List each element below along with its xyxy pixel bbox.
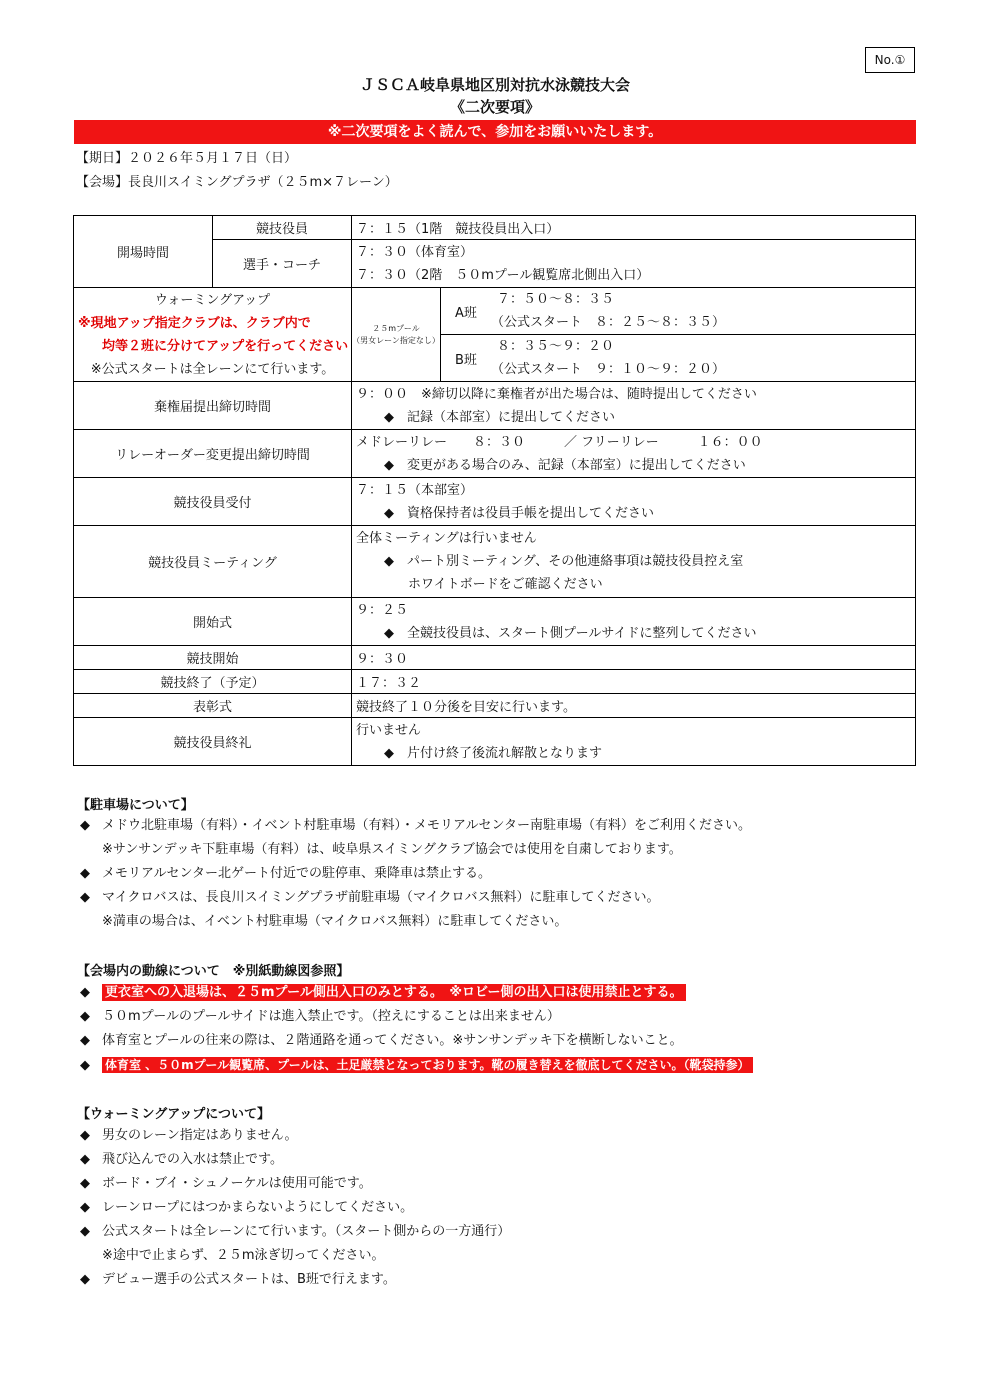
bullet-icon: ◆ bbox=[80, 1224, 90, 1239]
withdraw-time: ９：００ ※締切以降に棄権者が出た場合は、随時提出してください bbox=[356, 386, 757, 402]
warmup-line-6: ※途中で止まらず、２５m泳ぎ切ってください。 bbox=[102, 1248, 385, 1263]
opening-time: ９：２５ bbox=[356, 602, 409, 618]
group-a-cell bbox=[441, 288, 916, 335]
flow-line-2: ５０mプールのプールサイドは進入禁止です。（控えにすることは出来ません） bbox=[102, 1009, 560, 1024]
warmup-red-1: ※現地アップ指定クラブは、クラブ内で bbox=[78, 315, 311, 331]
date-line: 【期日】２０２６年５月１７日（日） bbox=[76, 151, 298, 166]
officials-time: ７：１５（1階 競技役員出入口） bbox=[352, 216, 916, 240]
table-row bbox=[74, 670, 916, 694]
bullet-icon: ◆ bbox=[384, 505, 394, 521]
parking-line-5: ※満車の場合は、イベント村駐車場（マイクロバス無料）に駐車してください。 bbox=[102, 914, 568, 929]
table-row bbox=[74, 646, 916, 670]
bullet-icon: ◆ bbox=[80, 1009, 90, 1024]
closing-note: 片付け終了後流れ解散となります bbox=[407, 745, 603, 761]
bullet-icon: ◆ bbox=[384, 409, 394, 425]
flow-line-4: 体育室 、５０mプール観覧席、プールは、土足厳禁となっております。靴の履き替えを徹底してください。（靴袋持参） bbox=[102, 1057, 753, 1073]
warmup-line-7: デビュー選手の公式スタートは、B班で行えます。 bbox=[102, 1272, 396, 1287]
relay-note: 変更がある場合のみ、記録（本部室）に提出してください bbox=[407, 457, 746, 473]
relay-time: メドレーリレー ８：３０ ／ フリーリレー １６：００ bbox=[356, 434, 763, 450]
parking-line-3: メモリアルセンター北ゲート付近での駐停車、乗降車は禁止する。 bbox=[102, 866, 491, 881]
end-time: １７：３２ bbox=[352, 670, 916, 694]
reception-note: 資格保持者は役員手帳を提出してください bbox=[407, 505, 655, 521]
open-time-label: 開場時間 bbox=[74, 216, 213, 288]
list-item bbox=[80, 862, 751, 886]
warmup-red-2: 均等２班に分けてアップを行ってください bbox=[102, 338, 349, 354]
parking-list bbox=[80, 814, 751, 934]
table-row bbox=[74, 478, 916, 526]
parking-line-4: マイクロバスは、長良川スイミングプラザ前駐車場（マイクロバス無料）に駐車してください。 bbox=[102, 890, 660, 905]
relay-label: リレーオーダー変更提出締切時間 bbox=[74, 430, 352, 478]
coach-time-1: ７：３０（体育室） bbox=[356, 244, 474, 260]
warmup-line-1: 男女のレーン指定はありません。 bbox=[102, 1128, 298, 1143]
list-item bbox=[80, 1196, 510, 1220]
list-item bbox=[80, 1244, 510, 1268]
bullet-icon: ◆ bbox=[80, 1200, 90, 1215]
group-a-time: ７：５０～８：３５ bbox=[497, 292, 615, 307]
meeting-line-3: ホワイトボードをご確認ください bbox=[408, 577, 603, 592]
bullet-icon: ◆ bbox=[384, 554, 394, 569]
pool-note bbox=[352, 288, 441, 382]
table-row bbox=[74, 216, 916, 240]
group-b-official: （公式スタート ９：１０～９：２０） bbox=[491, 362, 726, 377]
flow-title: 【会場内の動線について ※別紙動線図参照】 bbox=[77, 964, 350, 979]
flow-line-3: 体育室とプールの往来の際は、２階通路を通ってください。※サンサンデッキ下を横断しないこと。 bbox=[102, 1033, 683, 1048]
bullet-icon: ◆ bbox=[80, 1272, 90, 1287]
flow-line-1: 更衣室への入退場は、２５mプール側出入口のみとする。 ※ロビー側の出入口は使用禁止とする。 bbox=[102, 984, 686, 1001]
table-row bbox=[74, 694, 916, 718]
list-item bbox=[80, 1220, 510, 1244]
award-label: 表彰式 bbox=[74, 694, 352, 718]
list-item bbox=[80, 886, 751, 910]
table-row bbox=[74, 382, 916, 430]
document-title: ＪＳＣＡ岐阜県地区別対抗水泳競技大会 bbox=[359, 76, 630, 94]
group-b-label: B班 bbox=[455, 352, 477, 368]
bullet-icon: ◆ bbox=[80, 818, 90, 833]
group-a-label: A班 bbox=[455, 305, 477, 321]
closing-line-1: 行いません bbox=[356, 722, 422, 738]
bullet-icon: ◆ bbox=[80, 890, 90, 905]
meeting-line-1: 全体ミーティングは行いません bbox=[356, 531, 537, 546]
list-item bbox=[80, 981, 753, 1005]
page-number: No.① bbox=[865, 47, 915, 73]
warmup-line-4: レーンロープにはつかまらないようにしてください。 bbox=[102, 1200, 414, 1215]
pool-note-2: （男女レーン指定なし） bbox=[352, 335, 440, 345]
document-subtitle: 《二次要項》 bbox=[449, 98, 540, 116]
start-time: ９：３０ bbox=[352, 646, 916, 670]
list-item bbox=[80, 838, 751, 862]
list-item bbox=[80, 1172, 510, 1196]
list-item bbox=[80, 1005, 753, 1029]
bullet-icon: ◆ bbox=[80, 1033, 90, 1048]
warmup-line-5: 公式スタートは全レーンにて行います。（スタート側からの一方通行） bbox=[102, 1224, 511, 1239]
venue-line: 【会場】長良川スイミングプラザ（２５m×７レーン） bbox=[76, 175, 398, 190]
bullet-icon: ◆ bbox=[80, 866, 90, 881]
parking-line-2: ※サンサンデッキ下駐車場（有料）は、岐阜県スイミングクラブ協会では使用を自粛しております。 bbox=[102, 842, 682, 857]
warmup-list bbox=[80, 1124, 510, 1292]
bullet-icon: ◆ bbox=[80, 1176, 90, 1191]
table-row bbox=[74, 430, 916, 478]
withdraw-label: 棄権届提出締切時間 bbox=[74, 382, 352, 430]
list-item bbox=[80, 1268, 510, 1292]
closing-label: 競技役員終礼 bbox=[74, 718, 352, 766]
end-label: 競技終了（予定） bbox=[74, 670, 352, 694]
start-label: 競技開始 bbox=[74, 646, 352, 670]
bullet-icon: ◆ bbox=[384, 745, 394, 761]
bullet-icon: ◆ bbox=[80, 985, 90, 1000]
reception-label: 競技役員受付 bbox=[74, 478, 352, 526]
list-item bbox=[80, 1029, 753, 1053]
warmup-line-2: 飛び込んでの入水は禁止です。 bbox=[102, 1152, 283, 1167]
bullet-icon: ◆ bbox=[80, 1128, 90, 1143]
officials-label: 競技役員 bbox=[213, 216, 352, 240]
coach-time bbox=[352, 240, 916, 288]
award-text: 競技終了１０分後を目安に行います。 bbox=[352, 694, 916, 718]
table-row bbox=[74, 526, 916, 598]
parking-title: 【駐車場について】 bbox=[77, 798, 194, 813]
group-a-official: （公式スタート ８：２５～８：３５） bbox=[491, 315, 726, 330]
list-item bbox=[80, 1053, 753, 1077]
group-b-cell bbox=[441, 335, 916, 382]
bullet-icon: ◆ bbox=[80, 1152, 90, 1167]
schedule-table bbox=[73, 215, 916, 766]
bullet-icon: ◆ bbox=[80, 1058, 90, 1073]
flow-list bbox=[80, 981, 753, 1077]
coach-time-2: ７：３０（2階 ５０mプール観覧席北側出入口） bbox=[356, 267, 650, 283]
warmup-line-3: ボード・ブイ・シュノーケルは使用可能です。 bbox=[102, 1176, 372, 1191]
meeting-label: 競技役員ミーティング bbox=[74, 526, 352, 598]
warmup-note: ※公式スタートは全レーンにて行います。 bbox=[90, 361, 335, 377]
meeting-line-2: パート別ミーティング、その他連絡事項は競技役員控え室 bbox=[407, 554, 744, 569]
bullet-icon: ◆ bbox=[384, 625, 394, 641]
withdraw-note: 記録（本部室）に提出してください bbox=[407, 409, 616, 425]
opening-note: 全競技役員は、スタート側プールサイドに整列してください bbox=[407, 625, 757, 641]
table-row bbox=[74, 718, 916, 766]
bullet-icon: ◆ bbox=[384, 457, 394, 473]
list-item bbox=[80, 910, 751, 934]
warmup-cell bbox=[74, 288, 352, 382]
list-item bbox=[80, 814, 751, 838]
opening-label: 開始式 bbox=[74, 598, 352, 646]
coach-label: 選手・コーチ bbox=[213, 240, 352, 288]
list-item bbox=[80, 1148, 510, 1172]
reception-time: ７：１５（本部室） bbox=[356, 482, 474, 498]
notice-banner: ※二次要項をよく読んで、参加をお願いいたします。 bbox=[74, 120, 916, 144]
warmup-title: 【ウォーミングアップについて】 bbox=[77, 1107, 271, 1122]
list-item bbox=[80, 1124, 510, 1148]
pool-note-1: ２５mプール bbox=[372, 323, 420, 333]
warmup-label: ウォーミングアップ bbox=[154, 292, 271, 308]
parking-line-1: メドウ北駐車場（有料）・イベント村駐車場（有料）・メモリアルセンター南駐車場（有料）をご利用ください。 bbox=[102, 818, 751, 833]
table-row bbox=[74, 598, 916, 646]
table-row bbox=[74, 288, 916, 335]
group-b-time: ８：３５～９：２０ bbox=[497, 339, 615, 354]
